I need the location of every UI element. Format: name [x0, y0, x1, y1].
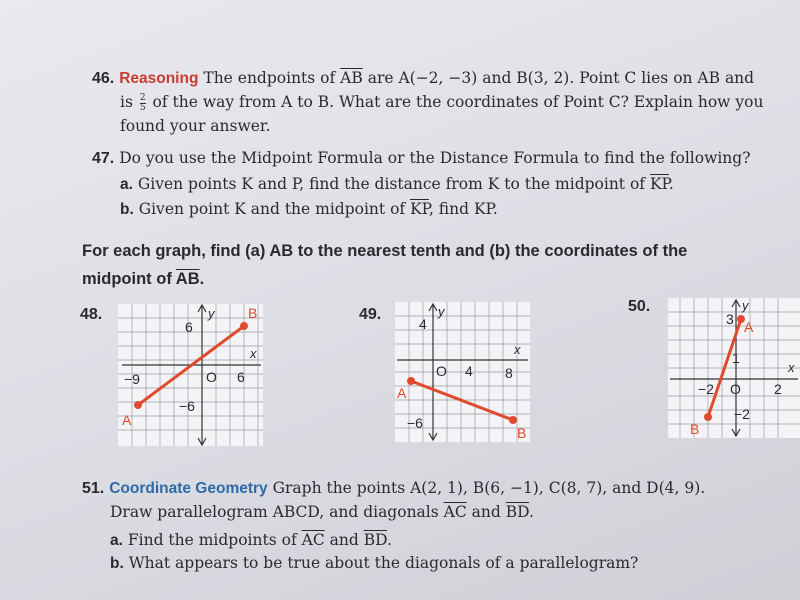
tick-label: 3 — [726, 311, 734, 327]
problem-number: 47. — [92, 150, 115, 167]
problem-51-line2 — [110, 500, 534, 524]
problem-46-line2 — [120, 90, 763, 114]
tick-label: −2 — [698, 381, 714, 397]
problem-text: Draw parallelogram ABCD, and diagonals — [110, 503, 439, 521]
graph-50 — [668, 298, 800, 438]
problem-46-line3: found your answer. — [120, 117, 271, 135]
punctuation: . — [668, 175, 674, 193]
segment-label: $\overline{KP}$ — [649, 175, 669, 193]
tick-label: 1 — [732, 350, 740, 366]
y-axis-label: y — [438, 304, 445, 319]
tick-label: −6 — [179, 398, 195, 414]
tick-label: 8 — [505, 365, 513, 381]
segment-label: $\overline{AB}$ — [175, 270, 200, 288]
part-label: b. — [120, 201, 134, 218]
y-axis-label: y — [742, 298, 749, 313]
part-label: a. — [120, 176, 133, 193]
problem-text: and — [471, 503, 501, 521]
point-b — [704, 413, 712, 421]
point-a-label: A — [744, 319, 754, 335]
graph-49-number: 49. — [359, 306, 382, 323]
problem-46-line1 — [92, 66, 754, 91]
problem-text: Find the midpoints of — [127, 531, 297, 549]
graph-48-number: 48. — [80, 306, 103, 323]
problem-text: Given points K and P, find the distance from K to the midpoint of — [137, 175, 646, 193]
problem-number: 51. — [82, 480, 105, 497]
origin-label: O — [730, 381, 741, 397]
x-axis-label: x — [788, 360, 795, 375]
point-b-label: B — [248, 305, 258, 321]
point-a-label: A — [397, 385, 407, 401]
point-a — [407, 377, 415, 385]
y-axis-label: y — [208, 306, 215, 321]
tick-label: 4 — [419, 316, 427, 332]
punctuation: . — [386, 531, 392, 549]
point-b — [509, 416, 517, 424]
graph-48 — [118, 304, 263, 446]
point-a-label: A — [122, 412, 132, 428]
tick-label: −6 — [407, 415, 423, 431]
problem-text: and — [329, 531, 359, 549]
graph-49 — [395, 302, 530, 442]
problem-51-part-a — [110, 528, 392, 553]
segment-label: $\overline{BD}$ — [505, 503, 529, 521]
x-axis-label: x — [514, 342, 521, 357]
part-label: a. — [110, 532, 123, 549]
problem-51-part-b — [110, 551, 638, 576]
punctuation: . — [529, 503, 534, 521]
tick-label: 2 — [774, 381, 782, 397]
point-b — [240, 322, 248, 330]
problem-title: Coordinate Geometry — [109, 480, 268, 497]
problem-text: The endpoints of — [203, 69, 336, 87]
punctuation: . — [199, 270, 205, 288]
problem-text: Graph the points A(2, 1), B(6, −1), C(8, 7), and D(4, 9). — [272, 479, 706, 497]
problem-51-line1 — [82, 476, 705, 501]
tick-label: 6 — [185, 319, 193, 335]
fraction — [140, 94, 146, 113]
instructions-text: midpoint of — [82, 270, 172, 288]
punctuation: , find KP. — [428, 200, 498, 218]
problem-47-part-a — [120, 172, 674, 197]
problem-text: of the way from A to B. What are the coordinates of Point C? Explain how you — [152, 93, 764, 111]
problem-47-stem — [92, 146, 751, 171]
problem-text: is — [120, 93, 133, 111]
segment-label: $\overline{AC}$ — [443, 503, 467, 521]
tick-label: −2 — [734, 406, 750, 422]
fraction-numerator: 2 — [139, 92, 146, 103]
problem-text: Do you use the Midpoint Formula or the Distance Formula to find the following? — [119, 149, 751, 167]
problem-title: Reasoning — [119, 70, 199, 87]
segment-label: $\overline{BD}$ — [363, 531, 387, 549]
segment-label: $\overline{AB}$ — [340, 69, 363, 87]
part-label: b. — [110, 555, 124, 572]
graph-50-number: 50. — [628, 298, 651, 315]
x-axis-label: x — [250, 346, 257, 361]
problem-text: What appears to be true about the diagonals of a parallelogram? — [128, 554, 639, 572]
point-a — [134, 401, 142, 409]
problem-number: 46. — [92, 70, 115, 87]
problem-text: are A(−2, −3) and B(3, 2). Point C lies on AB and — [367, 69, 755, 87]
problem-text: Given point K and the midpoint of — [138, 200, 406, 218]
instructions-line1: For each graph, find (a) AB to the nearest tenth and (b) the coordinates of the — [82, 242, 688, 260]
problem-47-part-b — [120, 197, 498, 222]
point-b-label: B — [517, 425, 527, 441]
origin-label: O — [206, 369, 217, 385]
fraction-denominator: 5 — [139, 102, 146, 113]
segment-label: $\overline{AC}$ — [301, 531, 325, 549]
instructions-line2 — [82, 266, 204, 292]
segment-label: $\overline{KP}$ — [410, 200, 429, 218]
tick-label: 4 — [465, 363, 473, 379]
tick-label: 6 — [237, 369, 245, 385]
point-b-label: B — [690, 421, 700, 437]
tick-label: −9 — [124, 371, 140, 387]
origin-label: O — [436, 363, 447, 379]
